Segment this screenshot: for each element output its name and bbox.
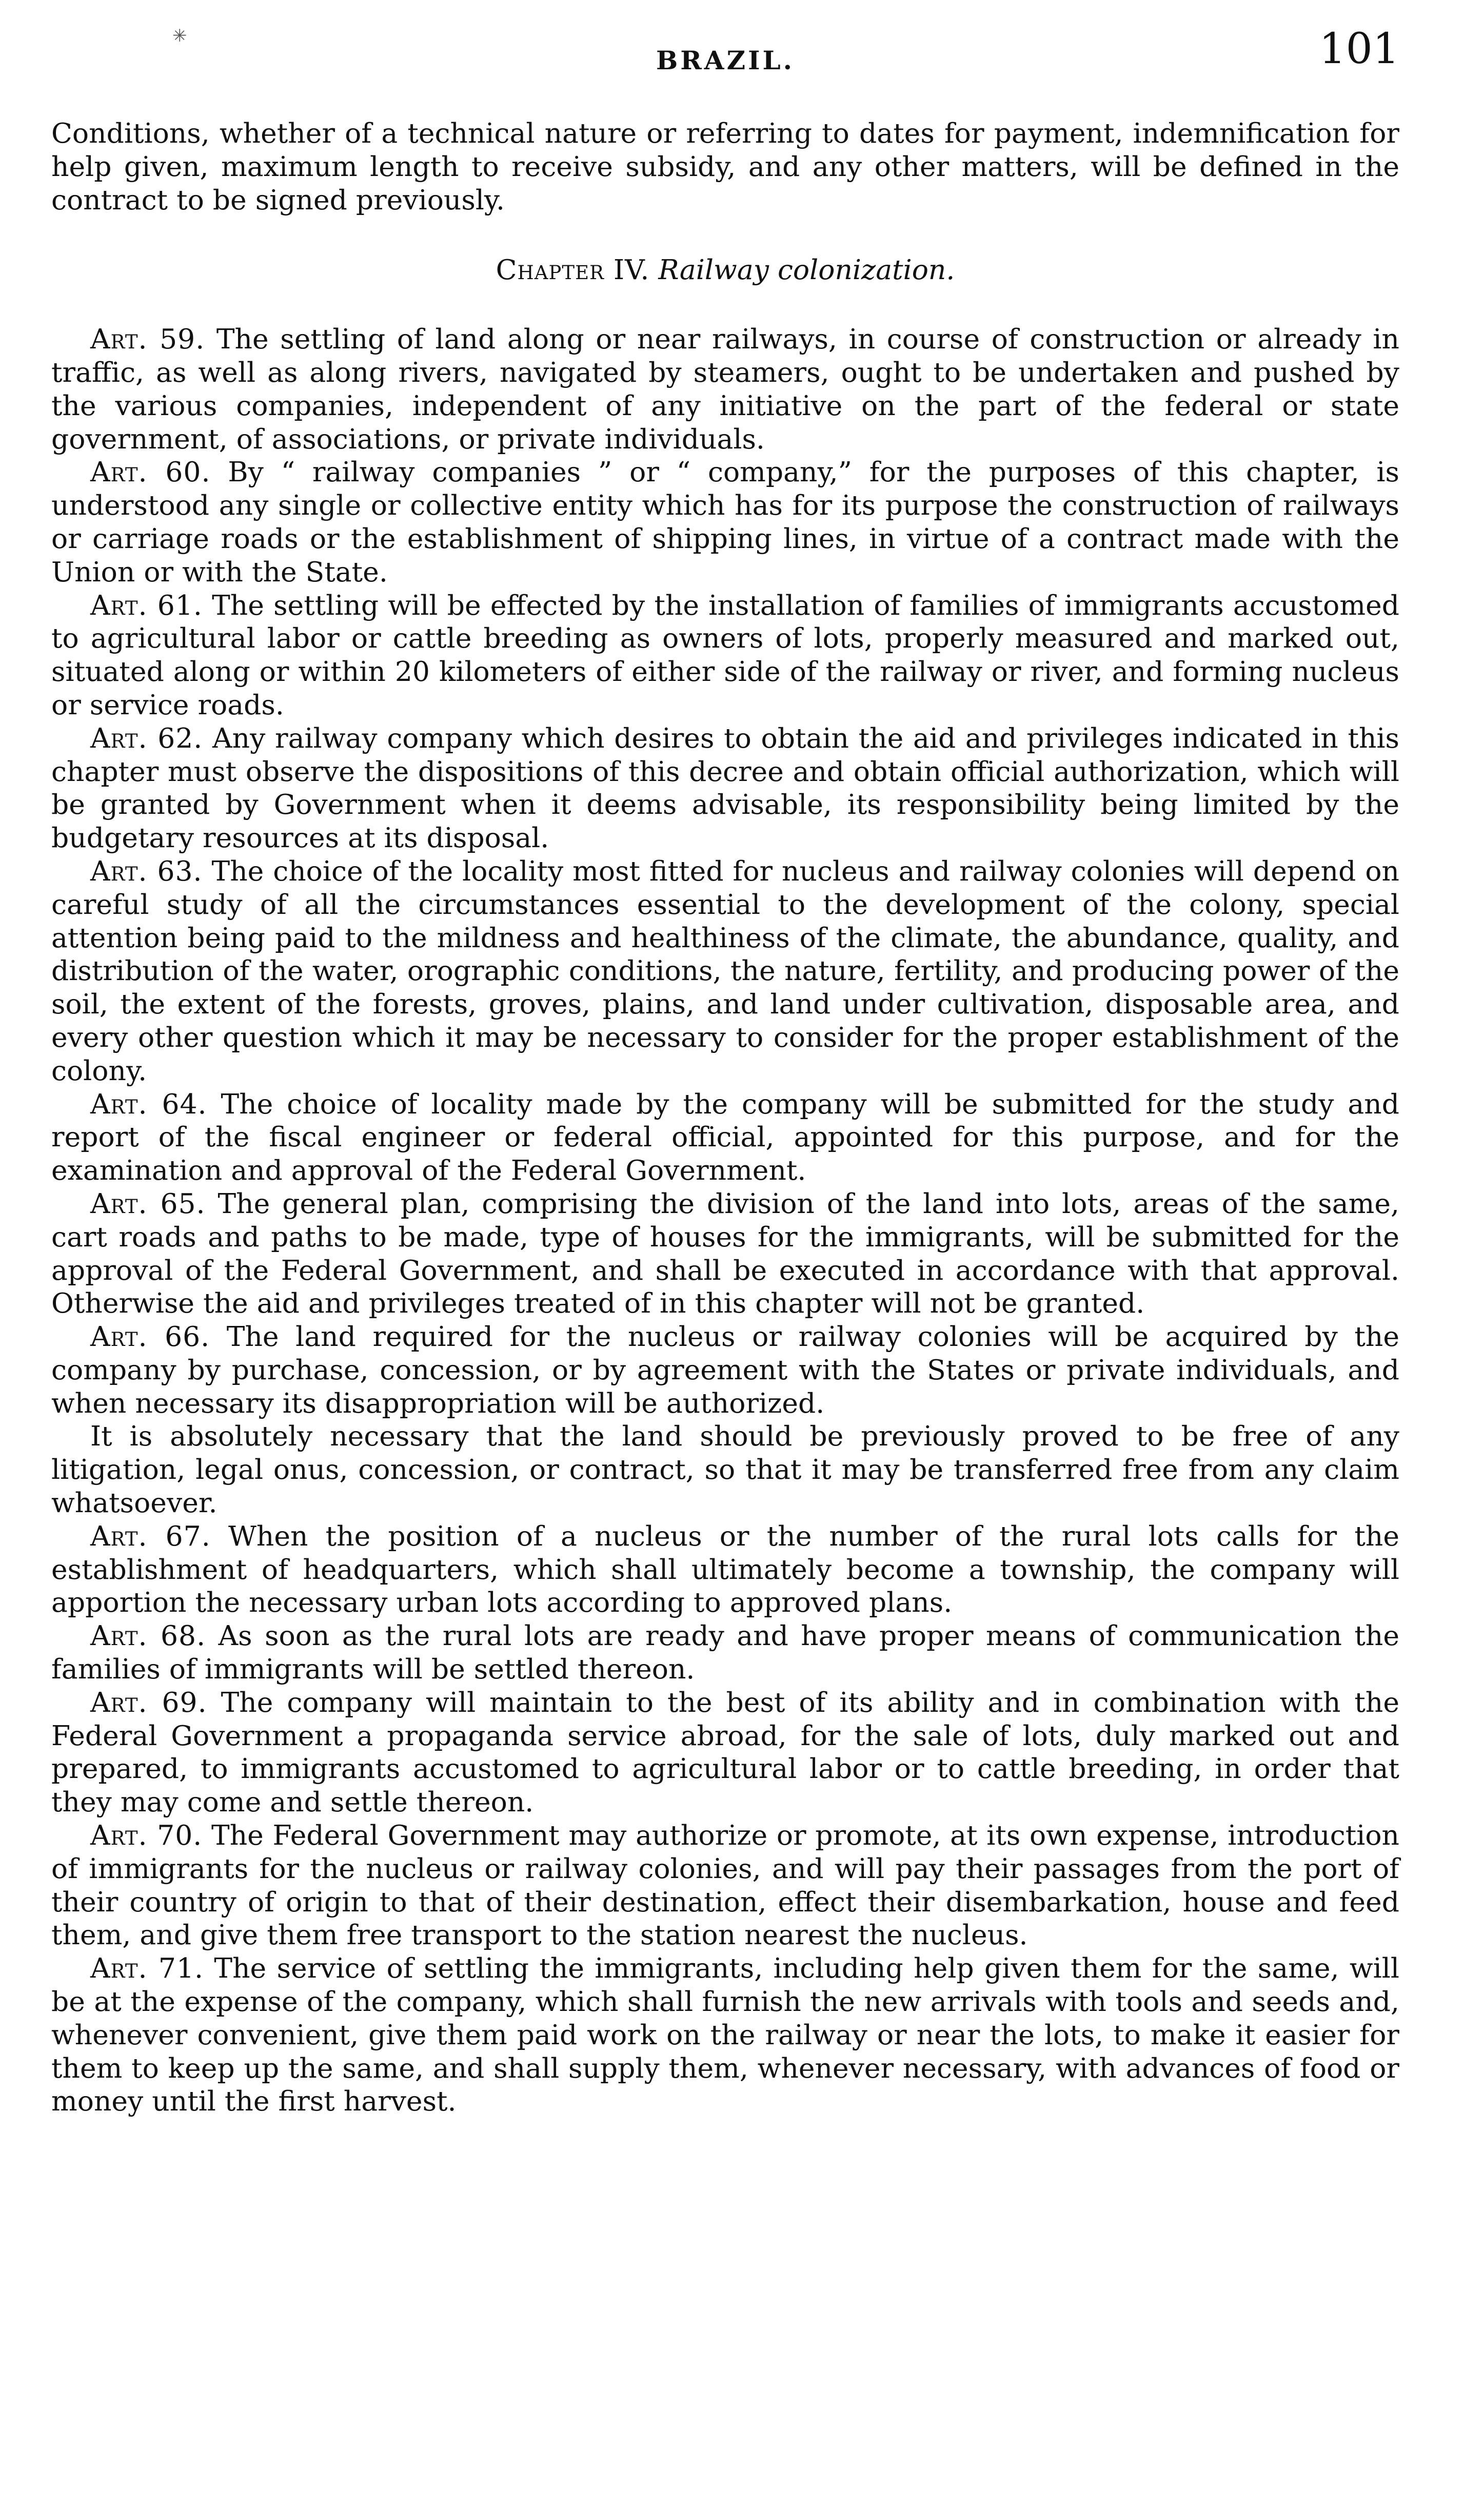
- article-text: The company will maintain to the best of its ability and in combination with the Federal Government a propaganda service abroad, for the sale of lots, duly marked out and prepared, to immigrants accustomed to agricultural labor or to cattle breeding, in order that they may come and settle thereon.: [51, 1686, 1399, 1819]
- article-label: Art. 66.: [90, 1320, 210, 1353]
- article-67: [51, 1520, 1399, 1619]
- article-label: Art. 62.: [90, 721, 203, 754]
- article-63: [51, 855, 1399, 1088]
- article-label: Art. 59.: [90, 323, 205, 356]
- article-61: [51, 589, 1399, 722]
- article-text: The settling of land along or near railways, in course of construction or already in traffic, as well as along rivers, navigated by steamers, ought to be undertaken and pushed by the various companies, independent of any initiative on the part of the federal or state government, of associations, or private individuals.: [51, 323, 1399, 455]
- ink-mark: ✳: [172, 26, 187, 46]
- article-text: As soon as the rural lots are ready and have proper means of communication the families of immigrants will be settled thereon.: [51, 1619, 1399, 1686]
- article-65: [51, 1187, 1399, 1320]
- article-text: When the position of a nucleus or the number of the rural lots calls for the establishment of headquarters, which shall ultimately become a township, the company will apportion the necessary urban lots according to approved plans.: [51, 1519, 1399, 1619]
- article-64: [51, 1088, 1399, 1187]
- article-text: The settling will be effected by the installation of families of immigrants accustomed to agricultural labor or cattle breeding as owners of lots, properly measured and marked out, situated along or within 20 kilometers of either side of the railway or river, and forming nucleus or service roads.: [51, 589, 1400, 721]
- article-71: [51, 1952, 1399, 2118]
- article-text: Any railway company which desires to obtain the aid and privileges indicated in this chapter must observe the dispositions of this decree and obtain official authorization, which will be granted by Government when it deems advisable, its responsibility being limited by the budgetary resources at its disposal.: [51, 721, 1399, 854]
- article-69: [51, 1686, 1399, 1819]
- article-68: [51, 1619, 1399, 1686]
- article-70: [51, 1819, 1399, 1952]
- page-number: 101: [1319, 25, 1399, 73]
- article-label: Art. 70.: [90, 1819, 203, 1852]
- article-text: By “ railway companies ” or “ company,” for the purposes of this chapter, is understood any single or collective entity which has for its purpose the construction of railways or carriage roads or the establishment of shipping lines, in virtue of a contract made with the Union or with the State.: [51, 456, 1399, 588]
- article-label: Art. 61.: [90, 589, 203, 621]
- article-label: Art. 65.: [90, 1187, 206, 1220]
- article-66: [51, 1320, 1399, 1420]
- chapter-title: Railway colonization.: [658, 253, 955, 286]
- article-text: The choice of locality made by the company will be submitted for the study and report of the fiscal engineer or federal official, appointed for this purpose, and for the examination and approval of the Federal Government.: [51, 1087, 1399, 1187]
- article-text: The land required for the nucleus or railway colonies will be acquired by the company by purchase, concession, or by agreement with the States or private individuals, and when necessary its disappropriation will be authorized.: [51, 1320, 1400, 1419]
- intro-paragraph: Conditions, whether of a technical nature or referring to dates for payment, indemnification for help given, maximum length to receive subsidy, and any other matters, will be defined in the contract to be signed previously.: [51, 117, 1399, 216]
- article-59: [51, 323, 1399, 456]
- article-60: [51, 456, 1399, 589]
- chapter-label: Chapter IV.: [496, 253, 650, 286]
- article-label: Art. 69.: [90, 1686, 207, 1718]
- article-text: The general plan, comprising the division of the land into lots, areas of the same, cart roads and paths to be made, type of houses for the immigrants, will be submitted for the approval of the Federal Government, and shall be executed in accordance with that approval. Otherwise the aid and privileges treated of in this chapter will not be granted.: [51, 1187, 1399, 1320]
- article-text: The choice of the locality most fitted for nucleus and railway colonies will depend on careful study of all the circumstances essential to the development of the colony, special attention being paid to the mildness and healthiness of the climate, the abundance, quality, and distribution of the water, orographic conditions, the nature, fertility, and producing power of the soil, the extent of the forests, groves, plains, and land under cultivation, disposable area, and every other question which it may be necessary to consider for the proper establishment of the colony.: [51, 854, 1399, 1087]
- article-62: [51, 722, 1399, 855]
- page-header: [51, 21, 1399, 82]
- article-label: Art. 67.: [90, 1519, 211, 1552]
- article-text: The Federal Government may authorize or promote, at its own expense, introduction of immigrants for the nucleus or railway colonies, and will pay their passages from the port of their country of origin to that of their destination, effect their disembarkation, house and feed them, and give them free transport to the station nearest the nucleus.: [51, 1819, 1399, 1951]
- article-label: Art. 63.: [90, 854, 203, 887]
- continuation-paragraph: It is absolutely necessary that the land should be previously proved to be free of any litigation, legal onus, concession, or contract, so that it may be transferred free from any claim whatsoever.: [51, 1420, 1399, 1519]
- page-body: [51, 117, 1399, 2118]
- article-label: Art. 71.: [90, 1952, 204, 1985]
- chapter-heading: [51, 253, 1399, 287]
- article-label: Art. 68.: [90, 1619, 206, 1652]
- article-text: The service of settling the immigrants, including help given them for the same, will be at the expense of the company, which shall furnish the new arrivals with tools and seeds and, whenever convenient, give them paid work on the railway or near the lots, to make it easier for them to keep up the same, and shall supply them, whenever necessary, with advances of food or money until the first harvest.: [51, 1952, 1400, 2118]
- article-label: Art. 60.: [90, 456, 211, 488]
- running-title: BRAZIL.: [656, 45, 795, 75]
- article-label: Art. 64.: [90, 1087, 207, 1120]
